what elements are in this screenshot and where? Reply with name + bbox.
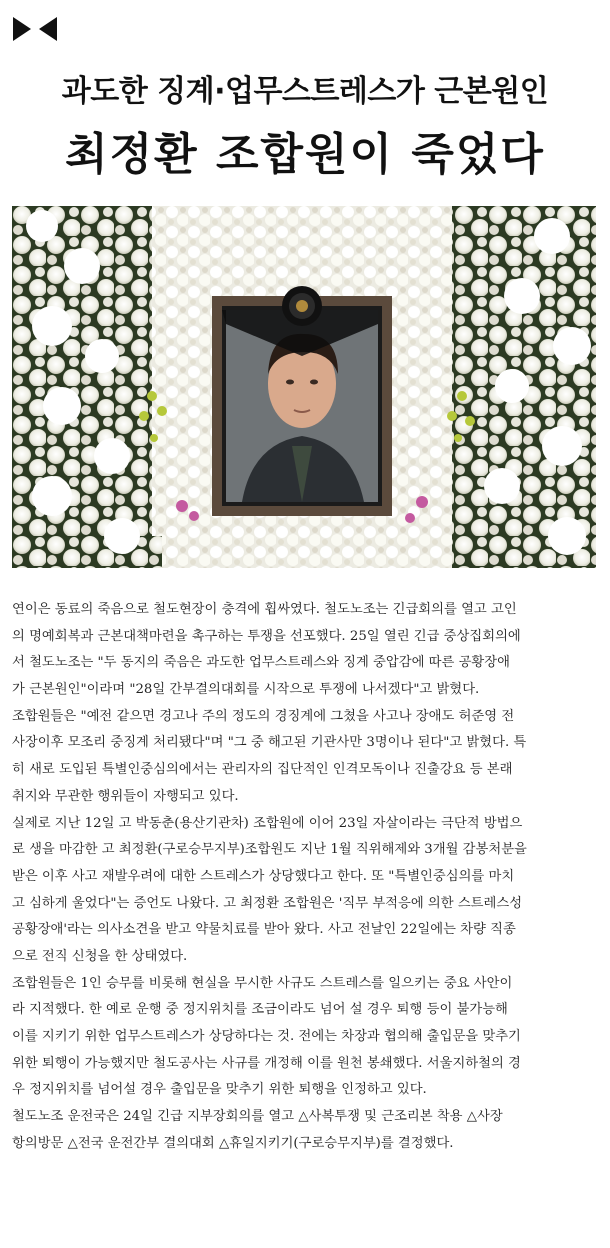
article-line: 이를 지키기 위한 업무스트레스가 상당하다는 것. 전에는 차장과 협의해 출입문을 맞추기 [12,1029,521,1044]
article-line: 실제로 지난 12일 고 박동춘(용산기관차) 조합원에 이어 23일 자살이라는 극단적 방법으 [12,815,523,831]
article-line: 의 명예회복과 근본대책마련을 촉구하는 투쟁을 선포했다. 25일 열린 긴급 중상집회의에 [12,628,521,644]
article-line: 우 정지위치를 넘어설 경우 출입문을 맞추기 위한 퇴행을 인정하고 있다. [12,1082,427,1098]
article-line: 로 생을 마감한 고 최정환(구로승무지부)조합원도 지난 1월 직위해제와 3개월 감봉처분을 [12,842,527,858]
article-line: 으로 전직 신청을 한 상태였다. [12,948,188,964]
article-line: 라 지적했다. 한 예로 운행 중 정지위치를 조금이라도 넘어 설 경우 퇴행 등이 불가능해 [12,1002,508,1018]
article-body [12,597,596,1157]
article-line: 히 새로 도입된 특별인중심의에서는 관리자의 집단적인 인격모독이나 진출강요 등 본래 [12,762,513,778]
article-line: 받은 이후 사고 재발우려에 대한 스트레스가 상당했다고 한다. 또 "특별인중심의를 마치 [12,868,515,884]
article-line: 가 근본원인"이라며 "28일 간부결의대회를 시작으로 투쟁에 나서겠다"고 밝혔다. [12,682,480,698]
headline-title: 최정환 조합원이 죽었다 [65,129,545,180]
article-line: 고 심하게 울었다"는 증언도 나왔다. 고 최정환 조합원은 '직무 부적응에 의한 스트레스성 [12,895,523,911]
article-line: 서 철도노조는 "두 동지의 죽음은 과도한 업무스트레스와 징계 중압감에 따른 공황장애 [12,655,510,671]
bowtie-logo-icon [13,16,57,42]
article-line: 철도노조 운전국은 24일 긴급 지부장회의를 열고 △사복투쟁 및 근조리본 착용 △사장 [12,1109,503,1125]
article-line: 조합원들은 "예전 같으면 경고나 주의 정도의 경징계에 그쳤을 사고나 장애도 허준영 전 [12,708,515,724]
article-line: 위한 퇴행이 가능했지만 철도공사는 사규를 개정해 이를 원천 봉쇄했다. 서울지하철의 경 [12,1055,521,1071]
article-line: 조합원들은 1인 승무를 비롯해 현실을 무시한 사규도 스트레스를 일으키는 중요 사안이 [12,975,513,991]
headline-subtitle: 과도한 징계·업무스트레스가 근본원인 [61,74,549,109]
article-line: 항의방문 △전국 운전간부 결의대회 △휴일지키기(구로승무지부)를 결정했다. [12,1135,454,1151]
article-line: 취지와 무관한 행위들이 자행되고 있다. [12,788,239,804]
article-line: 연이은 동료의 죽음으로 철도현장이 충격에 휩싸였다. 철도노조는 긴급회의를 열고 고인 [12,602,517,617]
article-line: 공황장애'라는 의사소견을 받고 약물치료를 받아 왔다. 사고 전날인 22일에는 차량 직종 [12,922,516,938]
article-line: 사장이후 모조리 중징계 처리됐다"며 "그 중 해고된 기관사만 3명이나 된다"고 밝혔다. 특 [12,735,527,751]
memorial-portrait-image [12,206,596,568]
